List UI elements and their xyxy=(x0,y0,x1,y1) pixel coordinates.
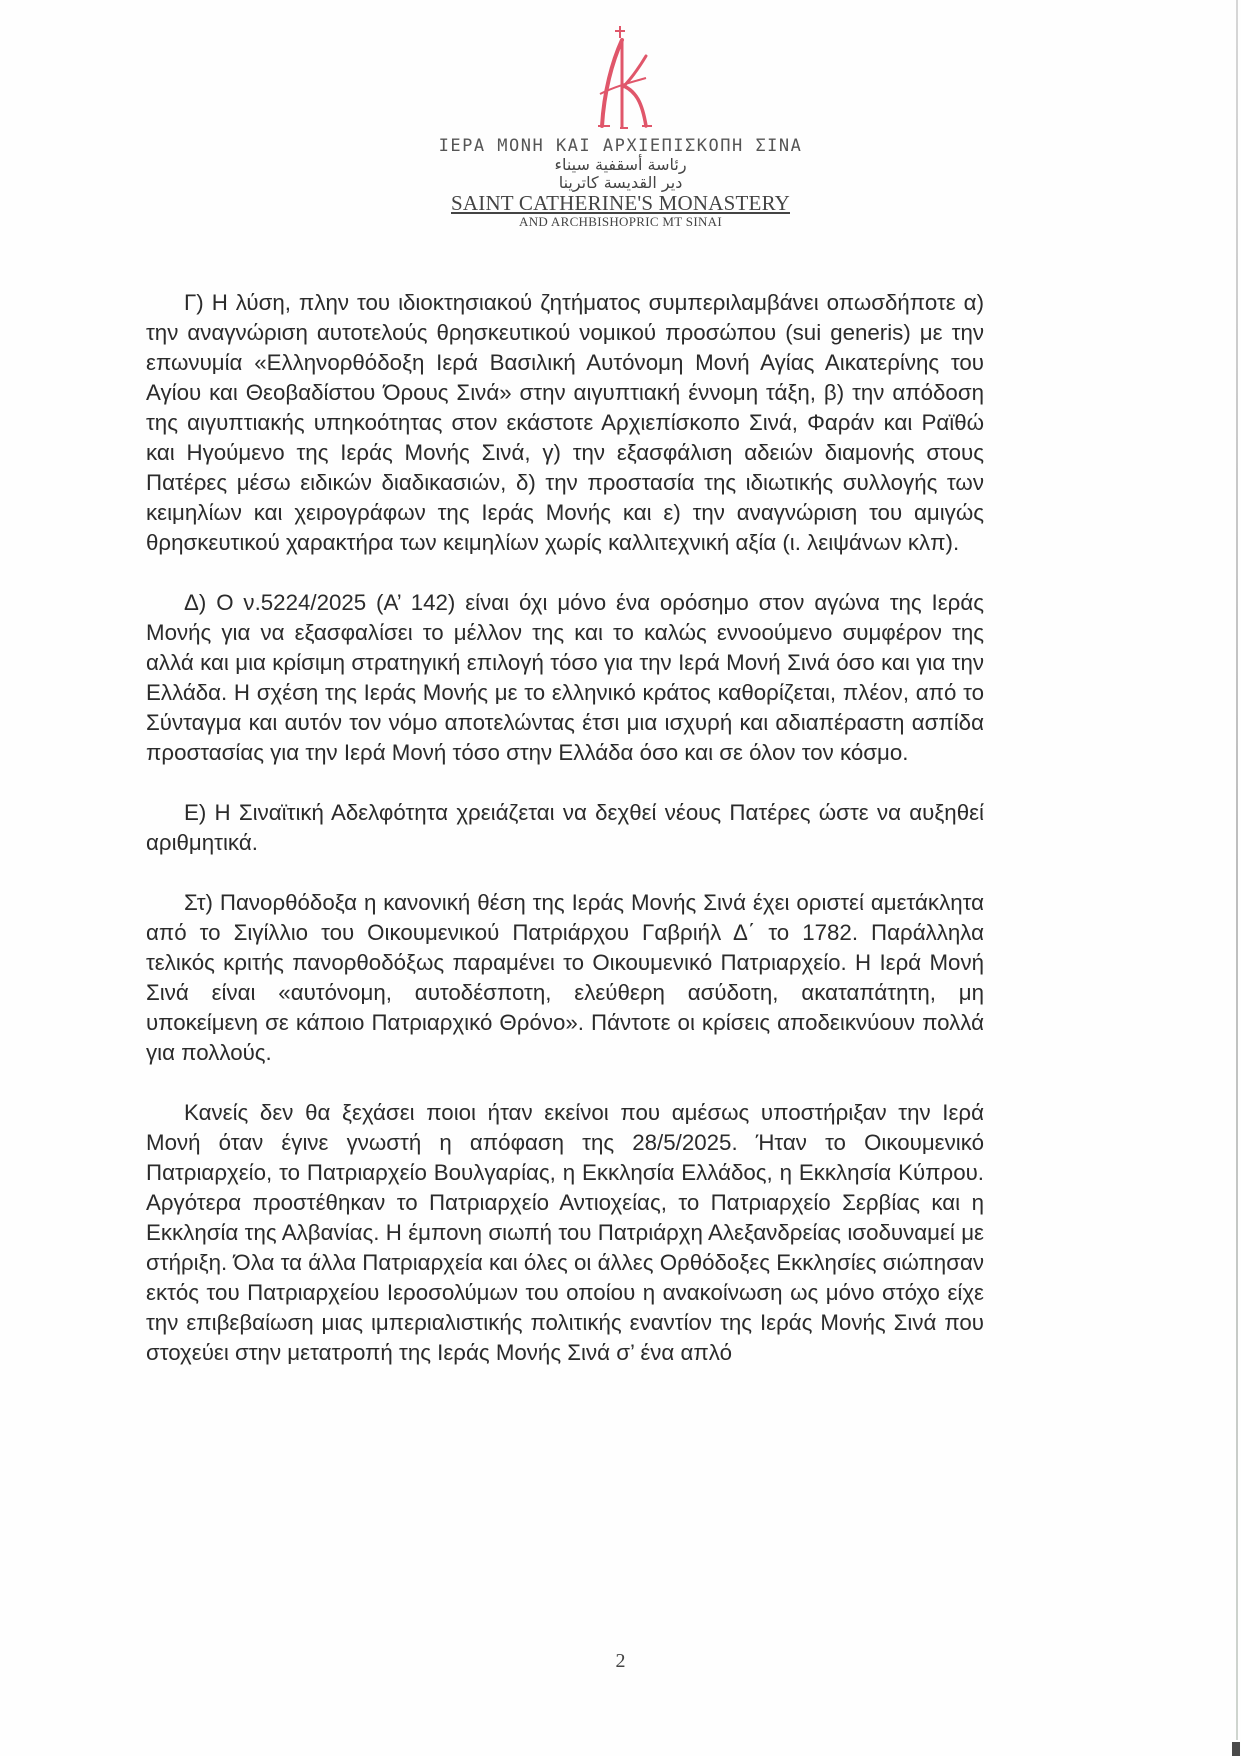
paragraph-epsilon: Ε) Η Σιναϊτική Αδελφότητα χρειάζεται να δεχθεί νέους Πατέρες ώστε να αυξηθεί αριθμητικά. xyxy=(146,800,984,855)
letterhead-english-title: SAINT CATHERINE'S MONASTERY xyxy=(451,191,790,215)
paragraph-gamma: Γ) Η λύση, πλην του ιδιοκτησιακού ζητήματος συμπεριλαμβάνει οπωσδήποτε α) την αναγνώριση αυτοτελούς θρησκευτικού νομικού προσώπου (sui generis) με την επωνυμία «Ελληνορθόδοξη Ιερά Βασιλική Αυτόνομη Μονή Αγίας Αικατερίνης του Αγίου και Θεοβαδίστου Όρους Σινά» στην αιγυπτιακή έννομη τάξη, β) την απόδοση της αιγυπτιακής υπηκοότητας στον εκάστοτε Αρχιεπίσκοπο Σινά, Φαράν και Ραϊθώ και Ηγούμενο της Ιεράς Μονής Σινά, γ) την εξασφάλιση αδειών διαμονής στους Πατέρες μέσω ειδικών διαδικασιών, δ) την προστασία της ιδιωτικής συλλογής των κειμηλίων και χειρογράφων της Ιεράς Μονής και ε) την αναγνώριση του αμιγώς θρησκευτικού χαρακτήρα των κειμηλίων χωρίς καλλιτεχνική αξία (ι. λειψάνων κλπ). xyxy=(146,290,984,555)
letterhead-arabic-line-1: رئاسة أسقفية سيناء xyxy=(554,155,687,174)
paragraph-delta: Δ) Ο ν.5224/2025 (Α’ 142) είναι όχι μόνο ένα ορόσημο στον αγώνα της Ιεράς Μονής για να εξασφαλίσει το μέλλον της και το καλώς εννοούμενο συμφέρον της αλλά και μια κρίσιμη στρατηγική επιλογή τόσο για την Ιερά Μονή Σινά όσο και για την Ελλάδα. Η σχέση της Ιεράς Μονής με το ελληνικό κράτος καθορίζεται, πλέον, από το Σύνταγμα και αυτόν τον νόμο αποτελώντας έτσι μια ισχυρή και αδιαπέραστη ασπίδα προστασίας για την Ιερά Μονή τόσο στην Ελλάδα όσο και σε όλον τον κόσμο. xyxy=(146,590,984,765)
page-number: 2 xyxy=(615,1650,626,1672)
scan-edge-line xyxy=(1236,0,1238,1740)
letterhead xyxy=(0,22,1241,229)
letterhead-greek-title: ΙΕΡΑ ΜΟΝΗ ΚΑΙ ΑΡΧΙΕΠΙΣΚΟΠΗ ΣΙΝΑ xyxy=(438,136,803,156)
scan-edge-mark xyxy=(1232,1742,1240,1756)
letterhead-arabic-line-2: دير القديسة كاترينا xyxy=(558,173,683,192)
letterhead-english-subtitle: AND ARCHBISHOPRIC MT SINAI xyxy=(519,214,722,229)
document-body xyxy=(146,288,984,1368)
paragraph-kaneis: Κανείς δεν θα ξεχάσει ποιοι ήταν εκείνοι που αμέσως υποστήριξαν την Ιερά Μονή όταν έγινε γνωστή η απόφαση της 28/5/2025. Ήταν το Οικουμενικό Πατριαρχείο, το Πατριαρχείο Βουλγαρίας, η Εκκλησία Ελλάδος, η Εκκλησία Κύπρου. Αργότερα προστέθηκαν το Πατριαρχείο Αντιοχείας, το Πατριαρχείο Σερβίας και η Εκκλησία της Αλβανίας. Η έμπονη σιωπή του Πατριάρχη Αλεξανδρείας ισοδυναμεί με στήριξη. Όλα τα άλλα Πατριαρχεία και όλες οι άλλες Ορθόδοξες Εκκλησίες σιώπησαν εκτός του Πατριαρχείου Ιεροσολύμων του οποίου η ανακοίνωση ως μόνο στόχο είχε την επιβεβαίωση μιας ιμπεριαλιστικής πολιτικής εναντίον της Ιεράς Μονής Σινά που στοχεύει στην μετατροπή της Ιεράς Μονής Σινά σ’ ένα απλό xyxy=(146,1100,984,1365)
ak-monogram-cross-logo-icon xyxy=(576,22,666,132)
paragraph-stigma: Στ) Πανορθόδοξα η κανονική θέση της Ιεράς Μονής Σινά έχει οριστεί αμετάκλητα από το Σιγίλλιο του Οικουμενικού Πατριάρχου Γαβριήλ Δ΄ το 1782. Παράλληλα τελικός κριτής πανορθοδόξως παραμένει το Οικουμενικό Πατριαρχείο. Η Ιερά Μονή Σινά είναι «αυτόνομη, αυτοδέσποτη, ελεύθερη ασύδοτη, ακαταπάτητη, μη υποκείμενη σε κάποιο Πατριαρχικό Θρόνο». Πάντοτε οι κρίσεις αποδεικνύουν πολλά για πολλούς. xyxy=(146,890,984,1065)
